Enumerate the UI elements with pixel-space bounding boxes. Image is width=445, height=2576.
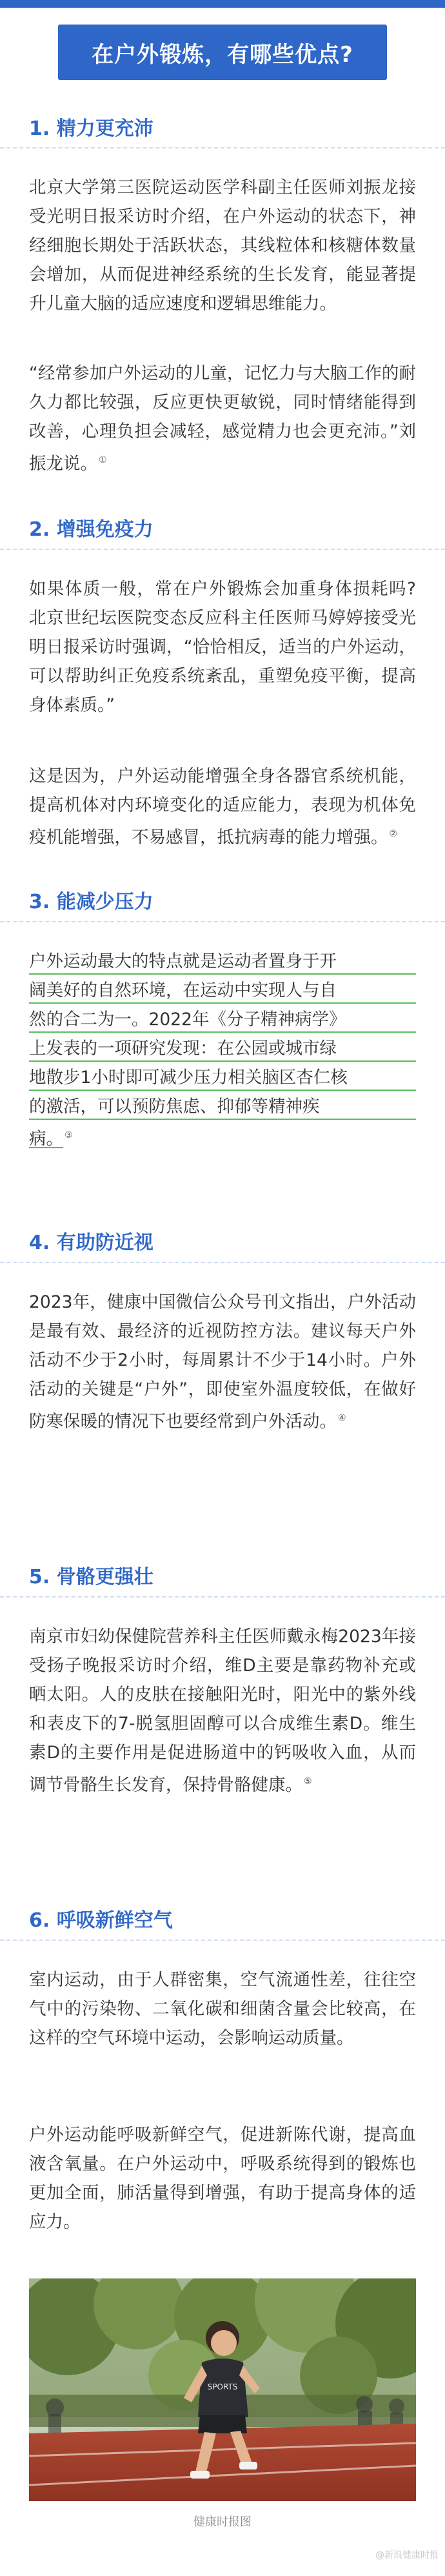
- highlighted-paragraph: [29, 947, 416, 1153]
- highlighted-line: 病。: [29, 1128, 63, 1149]
- footnote-ref: ⑤: [304, 1776, 312, 1787]
- running-track-photo: [29, 2278, 416, 2501]
- section-heading-myopia: 4. 有助防近视: [29, 1232, 153, 1254]
- paragraph: 如果体质一般，常在户外锻炼会加重身体损耗吗? 北京世纪坛医院变态反应科主任医师马婷婷接受光明日报采访时强调，“恰恰相反，适当的户外运动，可以帮助纠正免疫系统紊乱，重塑免疫平衡，提高身体素质。”: [29, 579, 416, 715]
- footnote-ref: ③: [64, 1130, 73, 1141]
- section-heading-bones: 5. 骨骼更强壮: [29, 1566, 153, 1588]
- paragraph: 这是因为，户外运动能增强全身各器官系统机能，提高机体对内环境变化的适应能力，表现为机体免疫机能增强，不易感冒，抵抗病毒的能力增强。 ②: [29, 766, 416, 847]
- highlighted-line: 然的合二为一。2022年《分子精神病学》: [29, 1005, 416, 1034]
- highlighted-line: 地散步1小时即可减少压力相关脑区杏仁核: [29, 1063, 416, 1092]
- section-divider: [0, 921, 445, 922]
- highlighted-line: 户外运动最大的特点就是运动者置身于开: [29, 947, 416, 976]
- section-divider: [0, 549, 445, 550]
- section-divider: [0, 1596, 445, 1597]
- section-divider: [0, 147, 445, 148]
- paragraph: 2023年，健康中国微信公众号刊文指出，户外活动是最有效、最经济的近视防控方法。建议每天户外活动不少于2小时，每周累计不少于14小时。户外活动的关键是“户外”，即使室外温度较低，在做好防寒保暖的情况下也要经常到户外活动。 ④: [29, 1292, 416, 1432]
- section-divider: [0, 1940, 445, 1941]
- top-accent-bar: [0, 0, 445, 8]
- footnote-ref: ④: [338, 1413, 346, 1423]
- paragraph: 户外运动能呼吸新鲜空气，促进新陈代谢，提高血液含氧量。在户外运动中，呼吸系统得到的锻炼也更加全面，肺活量得到增强，有助于提高身体的适应力。: [29, 2125, 416, 2232]
- section-heading-stress: 3. 能减少压力: [29, 891, 153, 913]
- paragraph: 北京大学第三医院运动医学科副主任医师刘振龙接受光明日报采访时介绍，在户外运动的状态下，神经细胞长期处于活跃状态，其线粒体和核糖体数量会增加，从而促进神经系统的生长发育，能显著提升儿童大脑的适应速度和逻辑思维能力。: [29, 177, 416, 314]
- section-heading-fresh-air: 6. 呼吸新鲜空气: [29, 1909, 173, 1932]
- section-heading-immunity: 2. 增强免疫力: [29, 518, 153, 541]
- highlighted-line: 的激活，可以预防焦虑、抑郁等精神疾: [29, 1092, 416, 1121]
- paragraph: 室内运动，由于人群密集，空气流通性差，往往空气中的污染物、二氧化碳和细菌含量会比较高，在这样的空气环境中运动，会影响运动质量。: [29, 1970, 416, 2048]
- footnote-ref: ①: [99, 455, 107, 465]
- watermark: @新浪健康时报: [375, 2550, 439, 2561]
- section-divider: [0, 1262, 445, 1263]
- highlighted-line: 阔美好的自然环境，在运动中实现人与自: [29, 976, 416, 1005]
- footnote-ref: ②: [389, 829, 398, 839]
- svg-text:SPORTS: SPORTS: [207, 2382, 238, 2391]
- article-photo: [29, 2278, 416, 2501]
- section-heading-energy: 1. 精力更充沛: [29, 117, 153, 140]
- paragraph: 南京市妇幼保健院营养科主任医师戴永梅2023年接受扬子晚报采访时介绍，维D主要是靠药物补充或晒太阳。人的皮肤在接触阳光时，阳光中的紫外线和表皮下的7-脱氢胆固醇可以合成维生素D。维生素D的主要作用是促进肠道中的钙吸收入血，从而调节骨骼生长发育，保持骨骼健康。 ⑤: [29, 1627, 416, 1795]
- highlighted-line: 上发表的一项研究发现：在公园或城市绿: [29, 1034, 416, 1063]
- paragraph: “经常参加户外运动的儿童，记忆力与大脑工作的耐久力都比较强，反应更快更敏锐，同时情绪能得到改善，心理负担会减轻，感觉精力也会更充沛。”刘振龙说。 ①: [29, 363, 416, 474]
- article-title: 在户外锻炼，有哪些优点?: [58, 25, 387, 80]
- photo-caption: 健康时报图: [193, 2515, 252, 2529]
